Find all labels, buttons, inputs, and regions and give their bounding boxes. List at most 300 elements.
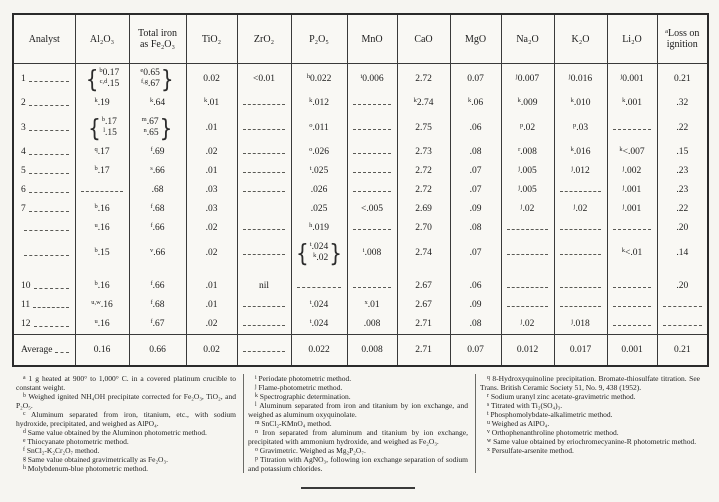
footnote-marker: t — [487, 411, 489, 417]
leader-dashes — [243, 347, 285, 352]
leader-dashes — [613, 283, 652, 288]
leader-dashes — [353, 149, 392, 154]
table-cell — [347, 219, 397, 238]
table-cell: $^x$.01 — [347, 296, 397, 315]
analyst-label: 6 — [21, 185, 26, 195]
footnote-reference-mark: e — [140, 66, 144, 74]
table-cell — [347, 162, 397, 181]
leader-dashes — [560, 187, 601, 192]
table-cell — [607, 113, 657, 143]
table-cell — [237, 238, 291, 268]
table-cell: .07 — [450, 238, 501, 268]
table-cell: $^f$.68 — [129, 296, 186, 315]
table-cell: $^s$.66 — [129, 162, 186, 181]
table-cell — [347, 94, 397, 113]
right-brace: } — [159, 113, 173, 143]
table-cell: $^{u,w}$.16 — [75, 296, 129, 315]
footnote-reference-mark: q — [94, 146, 98, 153]
footnote: $^c$ Aluminum separated from iron, titanium, etc., with sodium hydroxide, precipitated, and weighed as AlPO₄. — [16, 410, 236, 428]
footnote-reference-mark: t — [309, 299, 312, 306]
footnote-marker: b — [23, 393, 26, 399]
footnote-reference-mark: k — [203, 97, 208, 104]
column-header: $^a$Loss on ignition — [657, 14, 708, 64]
table-cell: $^k$.012 — [291, 94, 347, 113]
leader-dashes — [560, 302, 601, 307]
footnote-reference-mark: k — [517, 97, 521, 104]
footnote-reference-mark: v — [149, 246, 154, 254]
analyst-label: 4 — [21, 147, 26, 157]
table-cell: 0.008 — [347, 335, 397, 367]
column-header: ZrO₂ — [237, 14, 291, 64]
footnote-reference-mark: j — [518, 165, 521, 172]
table-header — [13, 14, 708, 64]
table-cell: 0.07 — [450, 64, 501, 95]
footnote: $^l$ Aluminum separated from iron and titanium by ion exchange, and weighed as aluminum oxyquinolate. — [248, 401, 468, 419]
footnote-reference-mark: t — [309, 240, 312, 248]
footnote: $^v$ Orthophenanthroline photometric method. — [487, 428, 619, 437]
table-cell: 2.73 — [397, 143, 450, 162]
table-cell — [237, 219, 291, 238]
table-cell — [347, 181, 397, 200]
table-cell: .20 — [657, 268, 708, 296]
footnote-reference-mark: j — [622, 184, 625, 191]
table-cell: 2.70 — [397, 219, 450, 238]
table-cell: $^b$.17 — [75, 162, 129, 181]
table-cell — [237, 315, 291, 335]
table-cell: .02 — [186, 238, 237, 268]
table-cell: .03 — [186, 181, 237, 200]
leader-dashes — [353, 283, 392, 288]
table-cell — [347, 143, 397, 162]
footnote: $^t$ Phosphomolybdate-alkalimetric method. — [487, 410, 613, 419]
analysis-table — [12, 13, 709, 367]
right-brace: } — [160, 64, 174, 94]
column-header: MnO — [347, 14, 397, 64]
table-cell — [291, 238, 347, 268]
leader-dashes — [243, 250, 285, 255]
table-cell — [237, 200, 291, 219]
footnote-reference-mark: j — [520, 203, 523, 210]
footnote: $^u$ Weighed as AlPO₄. — [487, 419, 550, 428]
footnote-reference-mark: h — [306, 72, 310, 80]
stacked-values: $^b$0.17 $^{c,d}$.15 — [99, 66, 120, 89]
footnote-reference-mark: f — [150, 280, 153, 287]
table-cell — [75, 113, 129, 143]
footnote-reference-mark: r — [518, 146, 521, 153]
footnote-marker: v — [487, 429, 490, 435]
table-cell: $^r$.008 — [501, 143, 554, 162]
column-header: MgO — [450, 14, 501, 64]
footnote-reference-mark: b — [94, 203, 98, 210]
table-cell: $^h$0.022 — [291, 64, 347, 95]
table-cell: .09 — [450, 200, 501, 219]
table-row — [13, 64, 708, 95]
table-cell: $^t$.025 — [291, 162, 347, 181]
footnote-reference-mark: c,d — [99, 78, 108, 85]
footnote-reference-mark: k — [149, 97, 154, 104]
table-cell: .01 — [186, 162, 237, 181]
footnotes-column-1 — [12, 374, 243, 473]
table-cell — [347, 113, 397, 143]
table-cell: .22 — [657, 113, 708, 143]
table-cell: .15 — [657, 143, 708, 162]
table-cell: $^j$.02 — [554, 200, 607, 219]
leader-dashes — [29, 77, 69, 82]
table-cell — [501, 268, 554, 296]
table-cell: $^k$.016 — [554, 143, 607, 162]
column-header: Al₂O₃ — [75, 14, 129, 64]
table-cell — [554, 181, 607, 200]
analyst-label: 1 — [21, 73, 26, 84]
analyst-cell — [13, 162, 75, 181]
leader-dashes — [613, 302, 652, 307]
column-header: Analyst — [13, 14, 75, 64]
column-header: TiO₂ — [186, 14, 237, 64]
table-cell — [75, 64, 129, 95]
table-cell: $^p$.03 — [554, 113, 607, 143]
analyst-cell — [13, 64, 75, 95]
table-cell: $^f$.69 — [129, 143, 186, 162]
leader-dashes — [613, 225, 652, 230]
leader-dashes — [297, 283, 341, 288]
footnote-marker: l — [255, 402, 257, 408]
leader-dashes — [29, 207, 69, 212]
table-cell: .01 — [186, 268, 237, 296]
table-cell: 2.72 — [397, 64, 450, 95]
table-cell: 2.71 — [397, 315, 450, 335]
table-cell: <.005 — [347, 200, 397, 219]
analyst-cell — [13, 296, 75, 315]
table-cell: .68 — [129, 181, 186, 200]
footnote-marker: s — [487, 402, 490, 408]
footnote-marker: e — [23, 438, 26, 444]
leader-dashes — [34, 322, 69, 327]
table-cell: .03 — [186, 200, 237, 219]
table-cell: $^k$.19 — [75, 94, 129, 113]
footnote-reference-mark: b — [94, 280, 98, 287]
analyst-cell — [13, 335, 75, 367]
leader-dashes — [353, 100, 392, 105]
leader-dashes — [33, 303, 68, 308]
footnote-reference-mark: h — [309, 222, 313, 229]
leader-dashes — [507, 302, 548, 307]
table-cell: 2.69 — [397, 200, 450, 219]
table-row — [13, 181, 708, 200]
analyst-label: 3 — [21, 122, 26, 133]
footnote-marker: n — [255, 429, 258, 435]
column-header: K₂O — [554, 14, 607, 64]
footnote-reference-mark: i — [360, 72, 363, 80]
footnote-reference-mark: n — [143, 127, 147, 134]
footnote-reference-mark: j — [573, 203, 576, 210]
table-cell: .02 — [186, 315, 237, 335]
table-cell: 2.67 — [397, 268, 450, 296]
table-cell: $^k$.64 — [129, 94, 186, 113]
leader-dashes — [29, 101, 69, 106]
footnote-reference-mark: j — [571, 318, 574, 325]
footnote-marker: f — [23, 447, 25, 453]
analyst-cell — [13, 113, 75, 143]
table-row — [13, 219, 708, 238]
footnote-reference-mark: k — [413, 97, 417, 104]
table-cell: 2.71 — [397, 335, 450, 367]
analyst-cell — [13, 219, 75, 238]
table-cell: .20 — [657, 219, 708, 238]
table-cell: $^j$.001 — [607, 200, 657, 219]
table-cell: 0.022 — [291, 335, 347, 367]
table-cell: 2.74 — [397, 238, 450, 268]
table-cell: .09 — [450, 296, 501, 315]
table-cell: $^k$.01 — [186, 94, 237, 113]
table-cell — [129, 113, 186, 143]
leader-dashes — [55, 348, 68, 353]
table-cell: $^h$.019 — [291, 219, 347, 238]
table-cell: $^j$0.001 — [607, 64, 657, 95]
table-cell — [501, 296, 554, 315]
footnote-marker: g — [23, 456, 26, 462]
left-brace: { — [88, 113, 101, 143]
table-cell: .08 — [450, 315, 501, 335]
table-cell: <0.01 — [237, 64, 291, 95]
table-cell: $^j$.018 — [554, 315, 607, 335]
table-cell: $^f$.68 — [129, 200, 186, 219]
leader-dashes — [24, 251, 69, 256]
footnote-reference-mark: j — [620, 72, 623, 80]
footnote-reference-mark: j — [520, 318, 523, 325]
footnote: $^j$ Flame-photometric method. — [255, 383, 343, 392]
leader-dashes — [243, 125, 285, 130]
table-body — [13, 64, 708, 367]
footnote-reference-mark: j — [568, 72, 571, 80]
footnote-marker: u — [487, 420, 490, 426]
analyst-cell — [13, 238, 75, 268]
footnote-reference-mark: a — [665, 28, 668, 35]
analyst-label: 11 — [21, 300, 31, 310]
table-cell — [554, 296, 607, 315]
footnote-reference-mark: k — [467, 97, 472, 104]
footnote-reference-mark: p — [519, 121, 524, 129]
table-cell: .32 — [657, 94, 708, 113]
footnote-marker: j — [255, 384, 257, 390]
footnote-reference-mark: b — [101, 115, 106, 123]
leader-dashes — [29, 150, 69, 155]
footnote: $^i$ Periodate photometric method. — [255, 374, 352, 383]
leader-dashes — [24, 226, 69, 231]
analyst-cell — [13, 315, 75, 335]
table-cell: $^j$.02 — [501, 315, 554, 335]
table-cell — [501, 219, 554, 238]
table-cell: $^j$0.016 — [554, 64, 607, 95]
table-cell: $^o$.011 — [291, 113, 347, 143]
footnote: $^o$ Gravimetric. Weighed as Mg₂P₂O₇. — [255, 446, 366, 455]
analyst-cell — [13, 94, 75, 113]
leader-dashes — [243, 321, 285, 326]
footnote-reference-mark: k — [622, 97, 626, 104]
footnote-reference-mark: t — [309, 318, 312, 325]
leader-dashes — [353, 125, 392, 130]
table-cell — [607, 268, 657, 296]
table-cell — [75, 181, 129, 200]
footnotes-section — [12, 374, 707, 473]
table-cell: 0.001 — [607, 335, 657, 367]
table-cell: $^k$.06 — [450, 94, 501, 113]
right-brace: } — [329, 238, 342, 268]
footnote-reference-mark: k — [570, 146, 574, 153]
stacked-values: $^b$.17 $^l$.15 — [101, 115, 117, 138]
footnote: $^e$ Thiocyanate photometric method. — [23, 437, 129, 446]
table-cell: .01 — [186, 113, 237, 143]
table-cell: $^k$.009 — [501, 94, 554, 113]
scanned-document-page — [0, 13, 719, 502]
table-cell: .07 — [450, 162, 501, 181]
footnotes-column-3 — [475, 374, 707, 473]
footnote: $^s$ Titrated with Ti₂(SO₄)₃. — [487, 401, 563, 410]
footnote-reference-mark: b — [94, 165, 98, 172]
table-cell — [347, 268, 397, 296]
footnote-reference-mark: f — [150, 299, 153, 306]
leader-dashes — [243, 149, 285, 154]
header-row — [13, 14, 708, 64]
table-cell — [554, 219, 607, 238]
leader-dashes — [243, 187, 285, 192]
leader-dashes — [353, 187, 392, 192]
table-cell — [129, 64, 186, 95]
table-cell: $^j$.001 — [607, 181, 657, 200]
table-cell: .008 — [347, 315, 397, 335]
leader-dashes — [507, 250, 548, 255]
footnote: $^m$ SnCl₂-KMnO₄ method. — [255, 419, 332, 428]
table-cell — [237, 162, 291, 181]
table-cell: $^j$.02 — [501, 200, 554, 219]
table-cell — [657, 296, 708, 315]
footnote-reference-mark: f — [150, 318, 153, 325]
footnote: $^g$ Same value obtained gravimetrically as Fe₂O₃. — [23, 455, 168, 464]
footnote-reference-mark: b — [99, 66, 103, 74]
footnote-reference-mark: j — [518, 184, 521, 191]
table-cell: $^t$.024 — [291, 296, 347, 315]
footnote: $^n$ Iron separated from aluminum and titanium by ion exchange, precipitated with ammonium hydroxide, and weighed as Fe₂O₃. — [248, 428, 468, 446]
analyst-cell — [13, 181, 75, 200]
analyst-label: 10 — [21, 281, 31, 291]
footnote-reference-mark: k — [313, 252, 317, 259]
table-cell: $^u$.16 — [75, 315, 129, 335]
table-cell: $^k$2.74 — [397, 94, 450, 113]
table-cell: 2.75 — [397, 113, 450, 143]
column-header: Total iron as Fe₂O₃ — [129, 14, 186, 64]
table-row — [13, 113, 708, 143]
footnote-reference-mark: j — [515, 72, 518, 80]
footnote-marker: o — [255, 447, 258, 453]
table-cell: $^j$.012 — [554, 162, 607, 181]
table-cell: $^j$.002 — [607, 162, 657, 181]
footnote: $^w$ Same value obtained by eriochromecyanine-R photometric method. — [487, 437, 697, 446]
footnote-reference-mark: o — [309, 146, 313, 153]
footnote: $^r$ Sodium uranyl zinc acetate-gravimetric method. — [487, 392, 636, 401]
leader-dashes — [81, 187, 123, 192]
footnote-reference-mark: j — [622, 203, 625, 210]
footnote-reference-mark: m — [141, 115, 147, 123]
table-row — [13, 143, 708, 162]
leader-dashes — [560, 250, 601, 255]
footnote-marker: m — [255, 420, 260, 426]
table-cell — [554, 238, 607, 268]
leader-dashes — [507, 225, 548, 230]
footnote-reference-mark: i — [362, 246, 365, 254]
table-cell: $^k$.010 — [554, 94, 607, 113]
table-cell: .06 — [450, 268, 501, 296]
table-row — [13, 94, 708, 113]
stacked-values: $^m$.67 $^n$.65 — [141, 115, 159, 138]
footnote-reference-mark: j — [622, 165, 625, 172]
table-cell — [237, 335, 291, 367]
table-cell: $^b$.16 — [75, 268, 129, 296]
table-cell: $^i$.008 — [347, 238, 397, 268]
table-cell: .22 — [657, 200, 708, 219]
footnotes-column-2 — [243, 374, 475, 473]
leader-dashes — [560, 283, 601, 288]
footnote: $^k$ Spectrographic determination. — [255, 392, 351, 401]
table-row — [13, 200, 708, 219]
footnote-marker: d — [23, 429, 26, 435]
left-brace: { — [85, 64, 99, 94]
leader-dashes — [353, 225, 392, 230]
footnote-reference-mark: k — [309, 97, 313, 104]
analyst-cell — [13, 200, 75, 219]
analyst-label: 5 — [21, 166, 26, 176]
footnote-reference-mark: u,w — [91, 299, 101, 306]
table-cell: $^j$.005 — [501, 181, 554, 200]
footnote-marker: w — [487, 438, 492, 444]
column-header: Na₂O — [501, 14, 554, 64]
table-cell — [237, 94, 291, 113]
footnote-marker: r — [487, 393, 489, 399]
table-cell: $^b$.16 — [75, 200, 129, 219]
table-cell: 0.21 — [657, 335, 708, 367]
table-cell: 0.21 — [657, 64, 708, 95]
analyst-label: 7 — [21, 204, 26, 214]
table-cell — [291, 268, 347, 296]
analyst-cell — [13, 268, 75, 296]
table-cell — [237, 296, 291, 315]
stacked-values: $^e$0.65 $^{f,g}$.67 — [140, 66, 160, 89]
footnote-reference-mark: u — [94, 222, 98, 229]
footnote: $^h$ Molybdenum-blue photometric method. — [23, 464, 148, 473]
analyst-label: 12 — [21, 319, 31, 329]
footnote-marker: x — [487, 447, 490, 453]
table-cell: .06 — [450, 113, 501, 143]
table-cell: 0.017 — [554, 335, 607, 367]
table-cell: $^f$.67 — [129, 315, 186, 335]
footnote-reference-mark: x — [364, 299, 368, 306]
table-cell: 0.02 — [186, 64, 237, 95]
table-cell: 2.67 — [397, 296, 450, 315]
table-cell: .14 — [657, 238, 708, 268]
footnote-reference-mark: f — [150, 203, 153, 210]
table-cell: 0.07 — [450, 335, 501, 367]
table-cell: $^b$.15 — [75, 238, 129, 268]
table-cell: .026 — [291, 181, 347, 200]
footnote: $^a$ 1 g heated at 900° to 1,000° C. in a covered platinum crucible to constant weight. — [16, 374, 236, 392]
leader-dashes — [560, 225, 601, 230]
leader-dashes — [29, 188, 69, 193]
table-cell: .07 — [450, 181, 501, 200]
table-cell — [237, 113, 291, 143]
footnote-marker: h — [23, 465, 26, 471]
table-cell: $^k$<.007 — [607, 143, 657, 162]
table-row — [13, 268, 708, 296]
footnote-marker: c — [23, 411, 26, 417]
table-cell: $^u$.16 — [75, 219, 129, 238]
